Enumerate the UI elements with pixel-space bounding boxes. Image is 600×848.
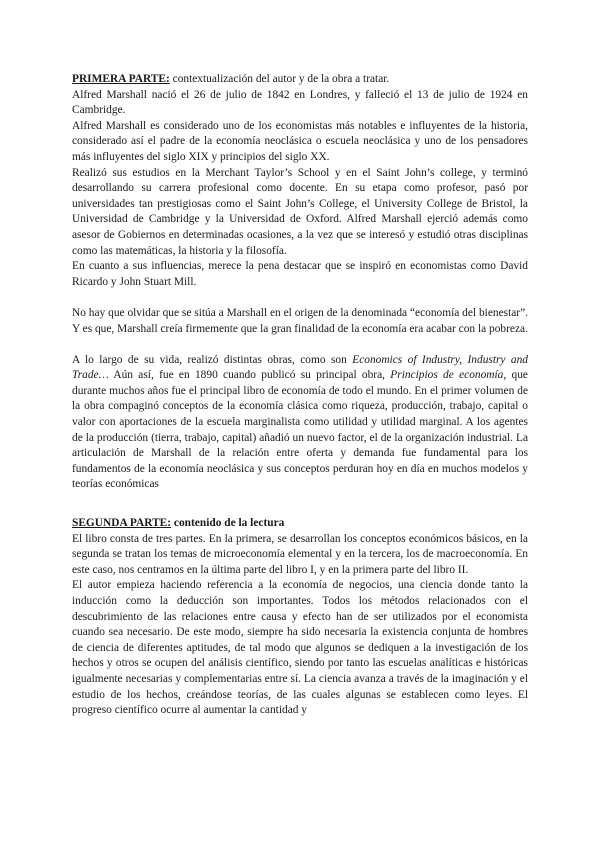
section-gap xyxy=(72,493,528,516)
paragraph-influences: En cuanto a sus influencias, merece la pena destacar que se inspiró en economistas como David Ricardo y John Stuart Mill. xyxy=(72,260,528,288)
section-subtitle: contenido de la lectura xyxy=(171,517,285,530)
work-title: Economics of Industry, Industry and Trade… xyxy=(72,353,528,382)
paragraph-structure: El libro consta de tres partes. En la primera, se desarrollan los conceptos económicos básicos, en la segunda se tratan los temas de microeconomía elemental y en la tercera, los de macroeconomía. En este caso, nos centramos en la última parte del libro I, y en la primera parte del libro II. xyxy=(72,532,528,576)
section-label: PRIMERA PARTE: xyxy=(72,73,170,85)
section-heading-part2 xyxy=(72,516,528,532)
paragraph-welfare: No hay que olvidar que se sitúa a Marshall en el origen de la denominada “economía del bienestar”. Y es que, Marshall creía firmemente que la gran finalidad de la economía era acabar con la pobreza. xyxy=(72,306,528,335)
section-heading-part1 xyxy=(72,72,528,88)
paragraph-career: Realizó sus estudios en la Merchant Taylor’s School y en el Saint John’s college, y terminó desarrollando su carrera profesional como docente. En su etapa como profesor, pasó por universidades tan prestigiosas como el Saint John’s College, el University College de Bristol, la Universidad de Cambridge y la Universidad de Oxford. Alfred Marshall ejerció además como asesor de Gobiernos en determinadas ocasiones, a la vez que se interesó y estudió otras disciplinas como las matemáticas, la historia y la filosofía. xyxy=(72,166,528,257)
section-label: SEGUNDA PARTE: xyxy=(72,517,172,530)
paragraph-birth: Alfred Marshall nació el 26 de julio de 1842 en Londres, y falleció el 13 de julio de 1924 en Cambridge. xyxy=(72,88,528,117)
paragraph-works: A lo largo de su vida, realizó distintas obras, como son Economics of Industry, Industry and Trade… Aún así, fue en 1890 cuando publicó su principal obra, Principios de economía, que durante muchos años fue el principal libro de economía de todo el mundo. En el primer volumen de la obra compaginó conceptos de la economía clásica como riqueza, producción, trabajo, capital o valor con aportaciones de la escuela marginalista como utilidad y utilidad marginal. A los agentes de la producción (tierra, trabajo, capital) añadió un nuevo factor, el de la organización industrial. La articulación de Marshall de la relación entre oferta y demanda fue fundamental para los fundamentos de la economía neoclásica y sus conceptos perduran hoy en día en muchos modelos y teorías económicas xyxy=(72,353,528,491)
paragraph-method: El autor empieza haciendo referencia a la economía de negocios, una ciencia donde tanto la inducción como la deducción son importantes. Todos los métodos relacionados con el descubrimiento de las relaciones entre causa y efecto han de ser utilizados por el economista cuando sea necesario. De este modo, siempre ha sido necesaria la existencia conjunta de hombres de ciencia de diferentes aptitudes, de tal modo que algunos se dediquen a la investigación de los hechos y otros se ocupen del análisis científico, siendo por tanto las escuelas analíticas e históricas igualmente necesarias y complementarias entre sí. La ciencia avanza a través de la imaginación y el estudio de los hechos, creándose teorías, de las cuales algunas se establecen como leyes. El progreso científico ocurre al aumentar la cantidad y xyxy=(72,579,528,717)
paragraph-gap xyxy=(72,337,528,353)
paragraph-importance: Alfred Marshall es considerado uno de los economistas más notables e influyentes de la historia, considerado así el padre de la economía neoclásica o escuela neoclásica y uno de los pensadores más influyentes del siglo XIX y principios del siglo XX. xyxy=(72,119,528,163)
section-subtitle: contextualización del autor y de la obra a tratar. xyxy=(169,73,390,85)
work-title: Principios de economía xyxy=(390,369,504,382)
paragraph-gap xyxy=(72,290,528,306)
